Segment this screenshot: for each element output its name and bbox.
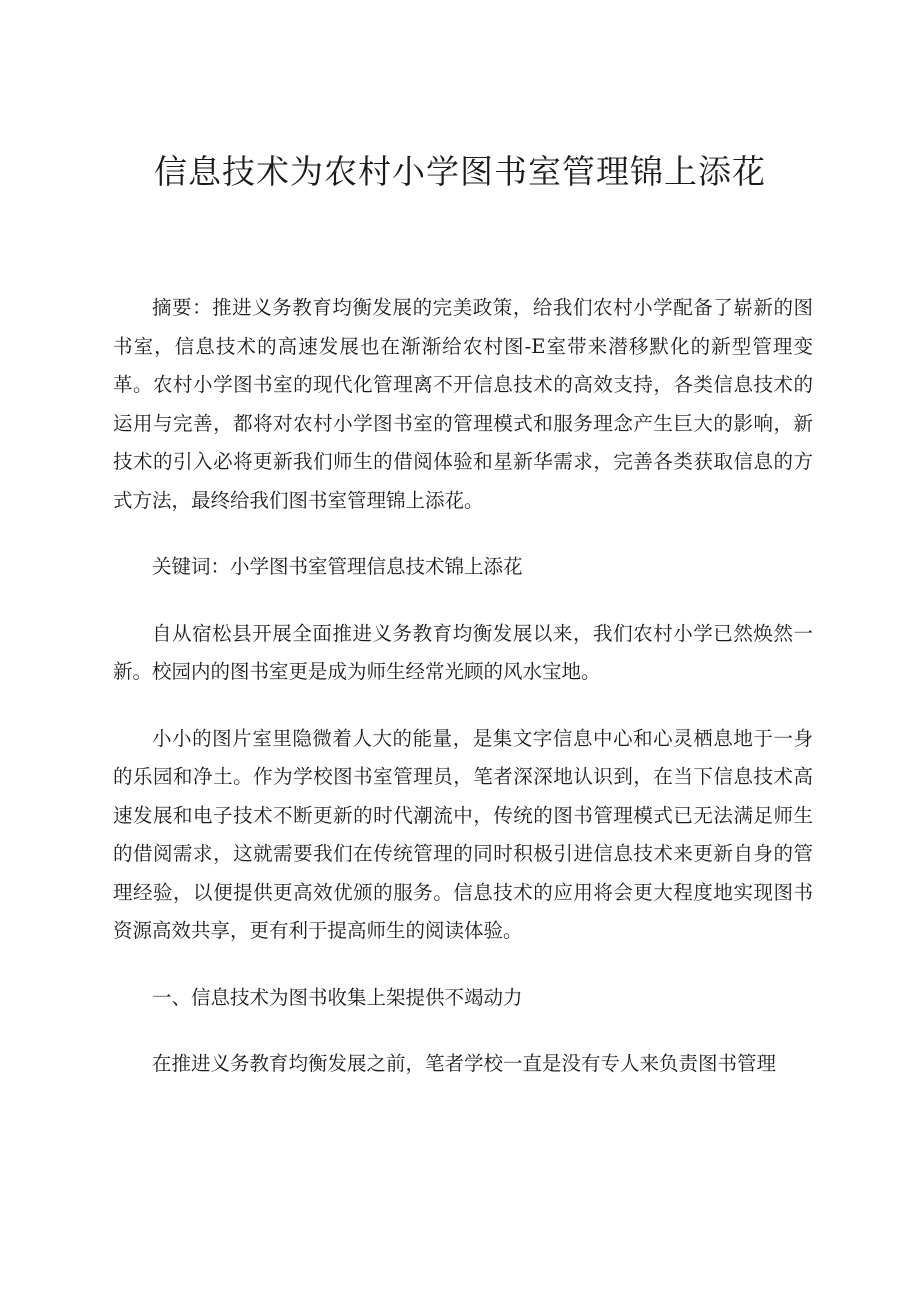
document-title: 信息技术为农村小学图书室管理锦上添花	[154, 152, 766, 191]
body-paragraph: 在推进义务教育均衡发展之前，笔者学校一直是没有专人来负责图书管理	[152, 1052, 777, 1075]
abstract-paragraph: 摘要：推进义务教育均衡发展的完美政策，给我们农村小学配备了崭新的图书室，信息技术的高速发展也在渐渐给农村图-E室带来潜移默化的新型管理变革。农村小学图书室的现代化管理离不开信息技术的高效支持，各类信息技术的运用与完善，都将对农村小学图书室的管理模式和服务理念产生巨大的影响，新技术的引入必将更新我们师生的借阅体验和星新华需求，完善各类获取信息的方式方法，最终给我们图书室管理锦上添花。	[113, 296, 813, 512]
section-heading: 一、信息技术为图书收集上架提供不竭动力	[152, 985, 523, 1009]
body-paragraph: 小小的图片室里隐微着人大的能量，是集文字信息中心和心灵栖息地于一身的乐园和净土。作为学校图书室管理员，笔者深深地认识到，在当下信息技术高速发展和电子技术不断更新的时代潮流中，传统的图书管理模式已无法满足师生的借阅需求，这就需要我们在传统管理的同时积极引进信息技术来更新自身的管理经验，以便提供更高效优颁的服务。信息技术的应用将会更大程度地实现图书资源高效共享，更有利于提高师生的阅读体验。	[113, 726, 813, 942]
body-paragraph: 自从宿松县开展全面推进义务教育均衡发展以来，我们农村小学已然焕然一新。校园内的图书室更是成为师生经常光顾的风水宝地。	[113, 621, 813, 683]
document-body	[113, 289, 813, 1112]
keywords-paragraph: 关键词：小学图书室管理信息技术锦上添花	[152, 555, 523, 578]
